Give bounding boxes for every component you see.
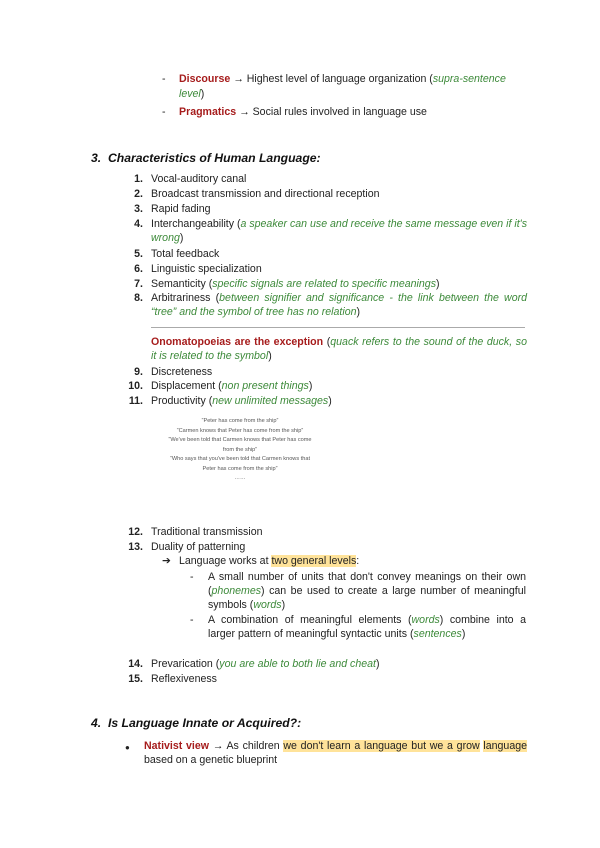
item-number: 5.	[134, 248, 143, 260]
exception-label: Onomatopoeias are the exception	[151, 336, 324, 348]
point-note: phonemes	[211, 585, 262, 597]
term-nativist: Nativist view	[144, 740, 209, 752]
item-text: Reflexiveness	[151, 673, 217, 685]
exception-text	[151, 335, 527, 363]
discourse-line-2	[179, 87, 204, 101]
item-note: you are able to both lie and cheat	[219, 658, 376, 670]
item-note: between signifier and significance - the link between the word “tree” and the symbol of tree has no relation	[151, 292, 528, 318]
item-text: Broadcast transmission and directional reception	[151, 188, 380, 200]
term-pragmatics: Pragmatics	[179, 106, 237, 118]
point-text: ) can be used to create a large number of meaningful symbols (	[208, 585, 526, 611]
item-text: Rapid fading	[151, 203, 211, 215]
item-text: Duality of patterning	[151, 541, 246, 553]
discourse-def: Highest level of language organization (	[243, 73, 433, 85]
item-label: Displacement (	[151, 380, 222, 392]
colon: :	[356, 555, 360, 567]
item-text	[151, 291, 527, 319]
item-text	[151, 277, 440, 291]
quote-line: from the ship”	[222, 446, 258, 453]
paren: )	[179, 232, 184, 244]
dash-marker: -	[190, 571, 194, 583]
nativist-lead: → As children	[208, 740, 284, 752]
bullet-marker: ●	[125, 743, 130, 752]
item-label: Productivity (	[151, 395, 213, 407]
paren: )	[281, 599, 286, 611]
item-text: Traditional transmission	[151, 526, 263, 538]
horizontal-rule	[151, 327, 525, 328]
item-number: 14.	[128, 658, 143, 670]
item-text	[151, 657, 380, 671]
duality-point	[208, 570, 526, 612]
item-text: Linguistic specialization	[151, 263, 262, 275]
item-number: 6.	[134, 263, 143, 275]
item-note: non present things	[221, 380, 309, 392]
paren: )	[356, 306, 361, 318]
highlight: language	[483, 740, 528, 752]
item-number: 1.	[134, 173, 143, 185]
highlight: we don't learn a language but we a grow	[283, 740, 480, 752]
paren: )	[308, 380, 313, 392]
dash-marker: -	[162, 106, 166, 118]
item-text: Total feedback	[151, 248, 220, 260]
quote-line: “Who says that you've been told that Carmen knows that	[169, 456, 311, 462]
quote-line: “We've been told that Carmen knows that Peter has come	[168, 437, 312, 443]
paren: )	[268, 350, 272, 362]
item-note: specific signals are related to specific meanings	[212, 278, 436, 290]
item-label: Arbitrariness (	[151, 292, 220, 304]
paren: )	[328, 395, 332, 407]
item-number: 7.	[134, 278, 143, 290]
arrow-bullet: ➔	[162, 555, 171, 567]
item-text	[151, 394, 332, 408]
item-number: 12.	[128, 526, 143, 538]
point-text: ) combine into a larger pattern of meaningful syntactic units (	[208, 614, 526, 640]
term-discourse: Discourse	[179, 73, 231, 85]
item-number: 13.	[128, 541, 143, 553]
discourse-line	[179, 72, 506, 86]
discourse-note: supra-sentence	[432, 73, 506, 85]
item-label: Prevarication (	[151, 658, 220, 670]
item-number: 3.	[134, 203, 143, 215]
highlight: two general levels	[271, 555, 357, 567]
paren: )	[200, 88, 205, 100]
paren: )	[375, 658, 380, 670]
duality-lead	[179, 554, 359, 568]
quote-line: ……	[234, 475, 246, 481]
quote-block	[155, 417, 325, 484]
quote-line: Peter has come from the ship”	[202, 465, 278, 472]
item-text: Discreteness	[151, 366, 213, 378]
item-number: 11.	[128, 395, 143, 407]
item-number: 15.	[128, 673, 143, 685]
section-number: 3.	[91, 151, 102, 165]
nativist-paragraph	[144, 739, 527, 767]
item-text	[151, 217, 527, 245]
point-text: A combination of meaningful elements (	[208, 614, 412, 626]
pragmatics-line	[179, 105, 427, 119]
quote-line: “Carmen knows that Peter has come from the ship”	[176, 427, 304, 434]
item-note: new unlimited messages	[212, 395, 329, 407]
section-title: Is Language Innate or Acquired?:	[107, 716, 302, 730]
arrow: →	[239, 106, 250, 118]
dash-marker: -	[162, 73, 166, 85]
paren: (	[323, 336, 331, 348]
section-3-heading	[91, 151, 321, 165]
item-number: 4.	[134, 218, 143, 230]
point-note: words	[253, 599, 282, 611]
point-text: A small number of units that don't convey meanings on their own (	[208, 571, 526, 597]
item-label: Semanticity (	[151, 278, 213, 290]
section-4-heading	[91, 716, 301, 730]
section-number: 4.	[91, 716, 102, 730]
exception-note: quack refers to the sound of the duck, so it is related to the symbol	[151, 336, 527, 362]
point-note: words	[411, 614, 440, 626]
item-label: Interchangeability (	[151, 218, 241, 230]
arrow: →	[233, 73, 244, 85]
dash-marker: -	[190, 614, 194, 626]
paren: )	[461, 628, 466, 640]
item-text: Vocal-auditory canal	[151, 173, 247, 185]
paren: )	[436, 278, 440, 290]
item-number: 2.	[134, 188, 143, 200]
section-title: Characteristics of Human Language:	[107, 151, 321, 165]
duality-point	[208, 613, 526, 641]
item-text	[151, 379, 312, 393]
quote-line: “Peter has come from the ship”	[201, 418, 279, 424]
point-note: sentences	[413, 628, 462, 640]
item-note: a speaker can use and receive the same message even if it's wrong	[151, 218, 527, 244]
lead-text: Language works at	[179, 555, 272, 567]
discourse-note-2: level	[179, 88, 201, 100]
item-number: 10.	[128, 380, 143, 392]
item-number: 9.	[134, 366, 143, 378]
item-number: 8.	[134, 292, 143, 304]
pragmatics-def: Social rules involved in language use	[249, 106, 427, 118]
nativist-rest: based on a genetic blueprint	[144, 754, 278, 766]
